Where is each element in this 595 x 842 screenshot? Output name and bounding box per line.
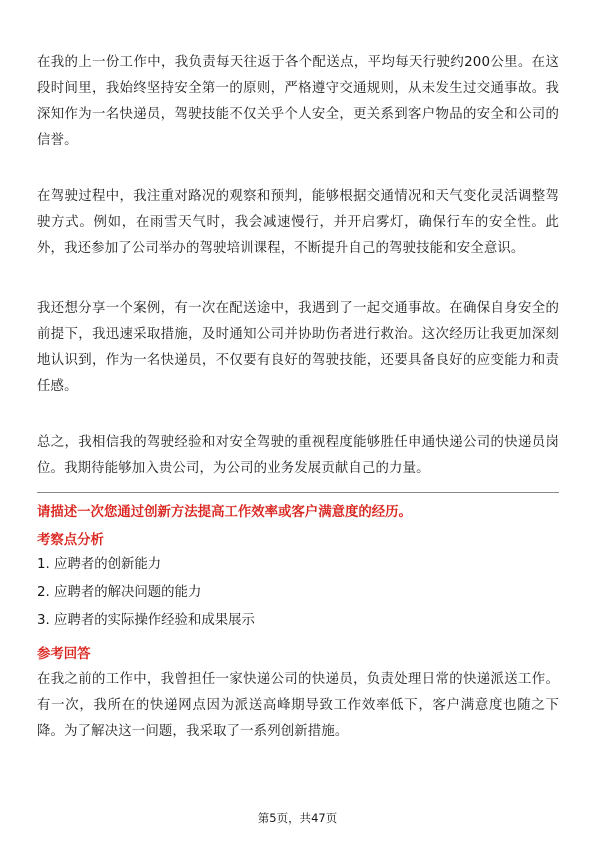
paragraph-driving-habits: 在驾驶过程中，我注重对路况的观察和预判，能够根据交通情况和天气变化灵活调整驾驶方式。例如，在雨雪天气时，我会减速慢行，并开启雾灯，确保行车的安全性。此外，我还参加了公司举办的驾驶培训课程，不断提升自己的驾驶技能和安全意识。 bbox=[37, 189, 559, 256]
paragraph-conclusion: 总之，我相信我的驾驶经验和对安全驾驶的重视程度能够胜任申通快递公司的快递员岗位。我期待能够加入贵公司，为公司的业务发展贡献自己的力量。 bbox=[37, 435, 559, 476]
section-divider bbox=[37, 492, 559, 493]
reference-answer-heading: 参考回答 bbox=[37, 647, 91, 662]
analysis-heading: 考察点分析 bbox=[37, 533, 104, 548]
analysis-point: 2. 应聘者的解决问题的能力 bbox=[37, 585, 202, 600]
document-body bbox=[37, 50, 559, 745]
reference-answer-text: 在我之前的工作中，我曾担任一家快递公司的快递员，负责处理日常的快递派送工作。有一次，我所在的快递网点因为派送高峰期导致工作效率低下，客户满意度也随之下降。为了解决这一问题，我采取了一系列创新措施。 bbox=[37, 672, 559, 739]
analysis-point: 1. 应聘者的创新能力 bbox=[37, 557, 162, 572]
analysis-list bbox=[37, 551, 559, 631]
paragraph-accident-case: 我还想分享一个案例，有一次在配送途中，我遇到了一起交通事故。在确保自身安全的前提下，我迅速采取措施，及时通知公司并协助伤者进行救治。这次经历让我更加深刻地认识到，作为一名快递员，不仅要有良好的驾驶技能，还要具备良好的应变能力和责任感。 bbox=[37, 301, 559, 394]
page-number-footer: 第5页，共47页 bbox=[257, 811, 338, 825]
interview-question: 请描述一次您通过创新方法提高工作效率或客户满意度的经历。 bbox=[37, 505, 412, 520]
paragraph-driving-record: 在我的上一份工作中，我负责每天往返于各个配送点，平均每天行驶约200公里。在这段时间里，我始终坚持安全第一的原则，严格遵守交通规则，从未发生过交通事故。我深知作为一名快递员，驾驶技能不仅关乎个人安全，更关系到客户物品的安全和公司的信誉。 bbox=[37, 55, 559, 148]
analysis-point: 3. 应聘者的实际操作经验和成果展示 bbox=[37, 613, 255, 628]
